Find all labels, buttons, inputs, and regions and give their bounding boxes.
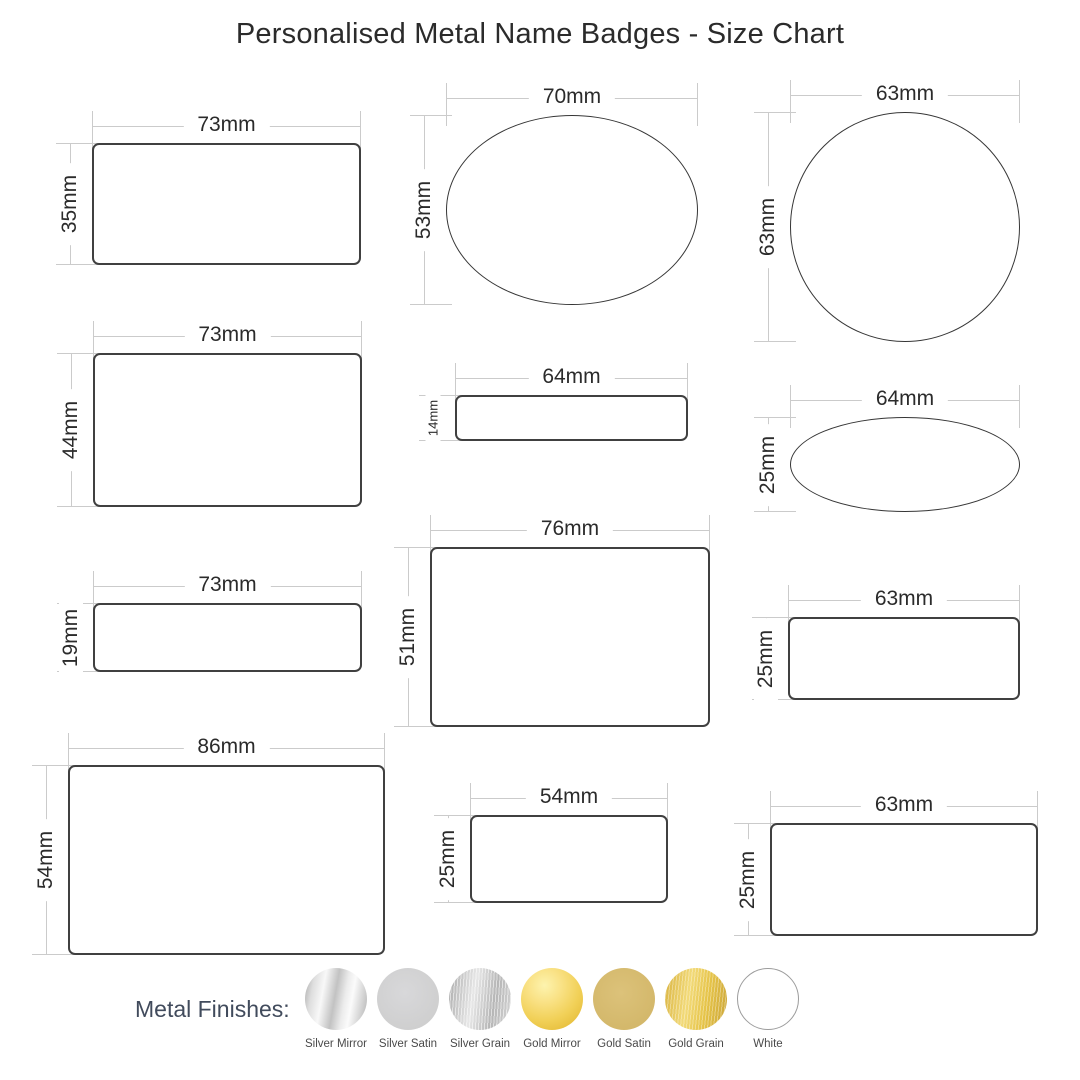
white-swatch-icon [737,968,799,1030]
badge-shape [430,547,710,727]
gold-satin-swatch-icon [593,968,655,1030]
width-label: 64mm [862,387,948,411]
tick-mark [1019,385,1020,428]
badge-shape [68,765,385,955]
finish-silver-grain [444,968,516,1050]
width-dimension [790,78,1020,112]
finish-silver-satin [372,968,444,1050]
finish-white [732,968,804,1050]
tick-mark [434,902,476,903]
height-label: 63mm [756,186,780,268]
tick-mark [57,353,99,354]
width-label: 64mm [528,365,614,389]
finishes-list [300,968,804,1050]
badge-shape [470,815,668,903]
width-dimension [446,81,698,115]
metal-finishes-label: Metal Finishes: [135,996,290,1022]
metal-finishes-section [0,968,1080,1068]
tick-mark [56,264,98,265]
badge-73mm-x-19mm [59,573,362,672]
width-label: 86mm [183,735,269,759]
badge-shape [790,112,1020,342]
height-dimension [47,353,93,507]
tick-mark [410,304,452,305]
tick-mark [32,765,74,766]
tick-mark [754,511,796,512]
tick-mark [434,815,476,816]
badge-shape [92,143,361,265]
badge-shape [455,395,688,441]
width-label: 76mm [527,517,613,541]
badge-64mm-x-25mm [756,387,1020,512]
badge-shape [788,617,1020,700]
width-label: 73mm [184,323,270,347]
height-dimension [744,112,790,342]
width-dimension [430,513,710,547]
width-label: 70mm [529,85,615,109]
badge-76mm-x-51mm [396,517,710,727]
height-dimension [22,765,68,955]
height-dimension [400,115,446,305]
height-label: 25mm [436,818,460,900]
tick-mark [1019,80,1020,123]
badge-shape [790,417,1020,512]
width-dimension [470,781,668,815]
finish-label: Gold Satin [597,1038,651,1050]
tick-mark [790,385,791,428]
tick-mark [697,83,698,126]
width-dimension [68,731,385,765]
finish-gold-satin [588,968,660,1050]
badge-63mm-x-63mm [756,82,1020,342]
tick-mark [790,80,791,123]
height-dimension [409,395,455,441]
tick-mark [754,112,796,113]
tick-mark [410,115,452,116]
finish-label: Gold Mirror [523,1038,581,1050]
height-dimension [744,417,790,512]
finish-label: White [753,1038,783,1050]
gold-grain-swatch-icon [665,968,727,1030]
height-label: 53mm [412,169,436,251]
badge-63mm-x-25mm [754,587,1020,700]
height-label: 14mm [426,394,441,442]
width-dimension [93,569,362,603]
badge-86mm-x-54mm [34,735,385,955]
badge-shape [93,603,362,672]
badge-63mm-x-25mm [736,793,1038,936]
tick-mark [394,726,436,727]
tick-mark [754,417,796,418]
tick-mark [394,547,436,548]
badge-shape [446,115,698,305]
page-title: Personalised Metal Name Badges - Size Chart [235,18,845,50]
height-dimension [46,143,92,265]
silver-satin-swatch-icon [377,968,439,1030]
height-label: 35mm [58,163,82,245]
finish-label: Silver Grain [449,1038,511,1050]
height-dimension [742,617,788,700]
width-label: 73mm [183,113,269,137]
badge-shape [93,353,362,507]
tick-mark [734,935,776,936]
silver-mirror-swatch-icon [305,968,367,1030]
width-label: 54mm [526,785,612,809]
badge-64mm-x-14mm [425,365,688,441]
gold-mirror-swatch-icon [521,968,583,1030]
badge-73mm-x-35mm [58,113,361,265]
tick-mark [446,83,447,126]
width-label: 63mm [861,793,947,817]
height-label: 54mm [34,819,58,901]
width-dimension [770,789,1038,823]
height-label: 51mm [396,596,420,678]
finish-silver-mirror [300,968,372,1050]
badge-shape [770,823,1038,936]
width-dimension [455,361,688,395]
badge-70mm-x-53mm [412,85,698,305]
height-label: 19mm [59,596,83,678]
height-dimension [47,603,93,672]
height-label: 44mm [59,389,83,471]
width-dimension [93,319,362,353]
tick-mark [57,506,99,507]
height-dimension [724,823,770,936]
width-label: 63mm [861,587,947,611]
silver-grain-swatch-icon [449,968,511,1030]
width-dimension [790,383,1020,417]
tick-mark [56,143,98,144]
tick-mark [734,823,776,824]
height-label: 25mm [736,838,760,920]
finish-label: Gold Grain [668,1038,724,1050]
height-dimension [384,547,430,727]
height-label: 25mm [756,423,780,505]
width-dimension [92,109,361,143]
tick-mark [754,341,796,342]
width-label: 73mm [184,573,270,597]
finish-gold-mirror [516,968,588,1050]
height-label: 25mm [754,617,778,699]
badge-54mm-x-25mm [436,785,668,903]
finish-label: Silver Satin [378,1038,438,1050]
width-dimension [788,583,1020,617]
finish-label: Silver Mirror [305,1038,367,1050]
tick-mark [32,954,74,955]
badge-73mm-x-44mm [59,323,362,507]
width-label: 63mm [862,82,948,106]
finish-gold-grain [660,968,732,1050]
height-dimension [424,815,470,903]
